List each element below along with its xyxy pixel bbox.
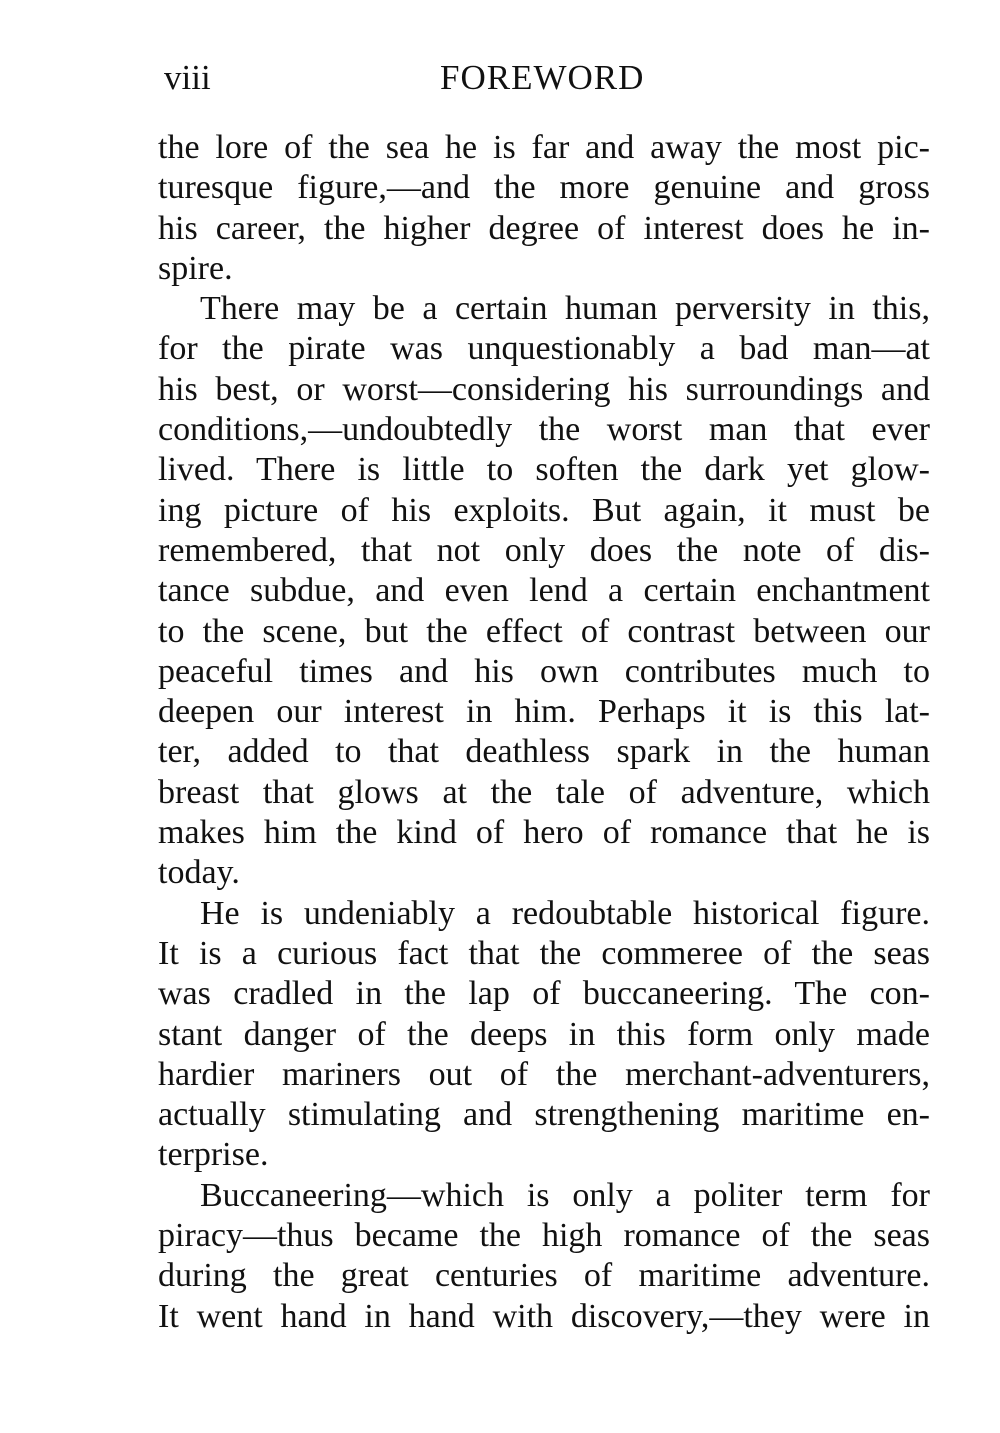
text-line: his career, the higher degree of interest does he in-: [158, 209, 930, 247]
page-number: viii: [164, 58, 211, 97]
text-line: stant danger of the deeps in this form only made: [158, 1015, 930, 1053]
text-line: There may be a certain human perversity in this,: [200, 290, 930, 328]
text-line: ter, added to that deathless spark in the human: [158, 733, 930, 771]
text-line: conditions,—undoubtedly the worst man that ever: [158, 411, 930, 449]
text-line: was cradled in the lap of buccaneering. The con-: [158, 975, 930, 1013]
text-line: makes him the kind of hero of romance that he is: [158, 814, 930, 852]
text-line: piracy—thus became the high romance of the seas: [158, 1217, 930, 1255]
text-line: his best, or worst—considering his surroundings and: [158, 370, 930, 408]
text-line: Buccaneering—which is only a politer term for: [200, 1176, 930, 1214]
text-line: It is a curious fact that the commeree of the seas: [158, 934, 930, 972]
text-line: He is undeniably a redoubtable historical figure.: [200, 894, 930, 932]
page-header: [0, 58, 1000, 102]
text-line: the lore of the sea he is far and away the most pic-: [158, 129, 930, 166]
text-line: tance subdue, and even lend a certain enchantment: [158, 572, 930, 610]
text-line: spire.: [158, 249, 233, 287]
text-line: actually stimulating and strengthening maritime en-: [158, 1096, 930, 1134]
text-line: terprise.: [158, 1136, 269, 1174]
text-line: to the scene, but the effect of contrast between our: [158, 612, 930, 650]
running-title: FOREWORD: [440, 58, 645, 97]
text-line: deepen our interest in him. Perhaps it is this lat-: [158, 693, 930, 731]
text-line: turesque figure,—and the more genuine and gross: [158, 169, 930, 207]
text-line: peaceful times and his own contributes much to: [158, 652, 930, 690]
text-line: today.: [158, 854, 240, 892]
text-line: for the pirate was unquestionably a bad man—at: [158, 330, 930, 368]
text-line: during the great centuries of maritime adventure.: [158, 1257, 930, 1295]
text-line: ing picture of his exploits. But again, it must be: [158, 491, 930, 529]
body-text: [158, 128, 930, 1337]
text-line: lived. There is little to soften the dark yet glow-: [158, 451, 930, 489]
text-line: It went hand in hand with discovery,—they were in: [158, 1297, 930, 1335]
text-line: breast that glows at the tale of adventure, which: [158, 773, 930, 811]
text-line: remembered, that not only does the note of dis-: [158, 531, 930, 569]
text-line: hardier mariners out of the merchant-adventurers,: [158, 1055, 930, 1093]
